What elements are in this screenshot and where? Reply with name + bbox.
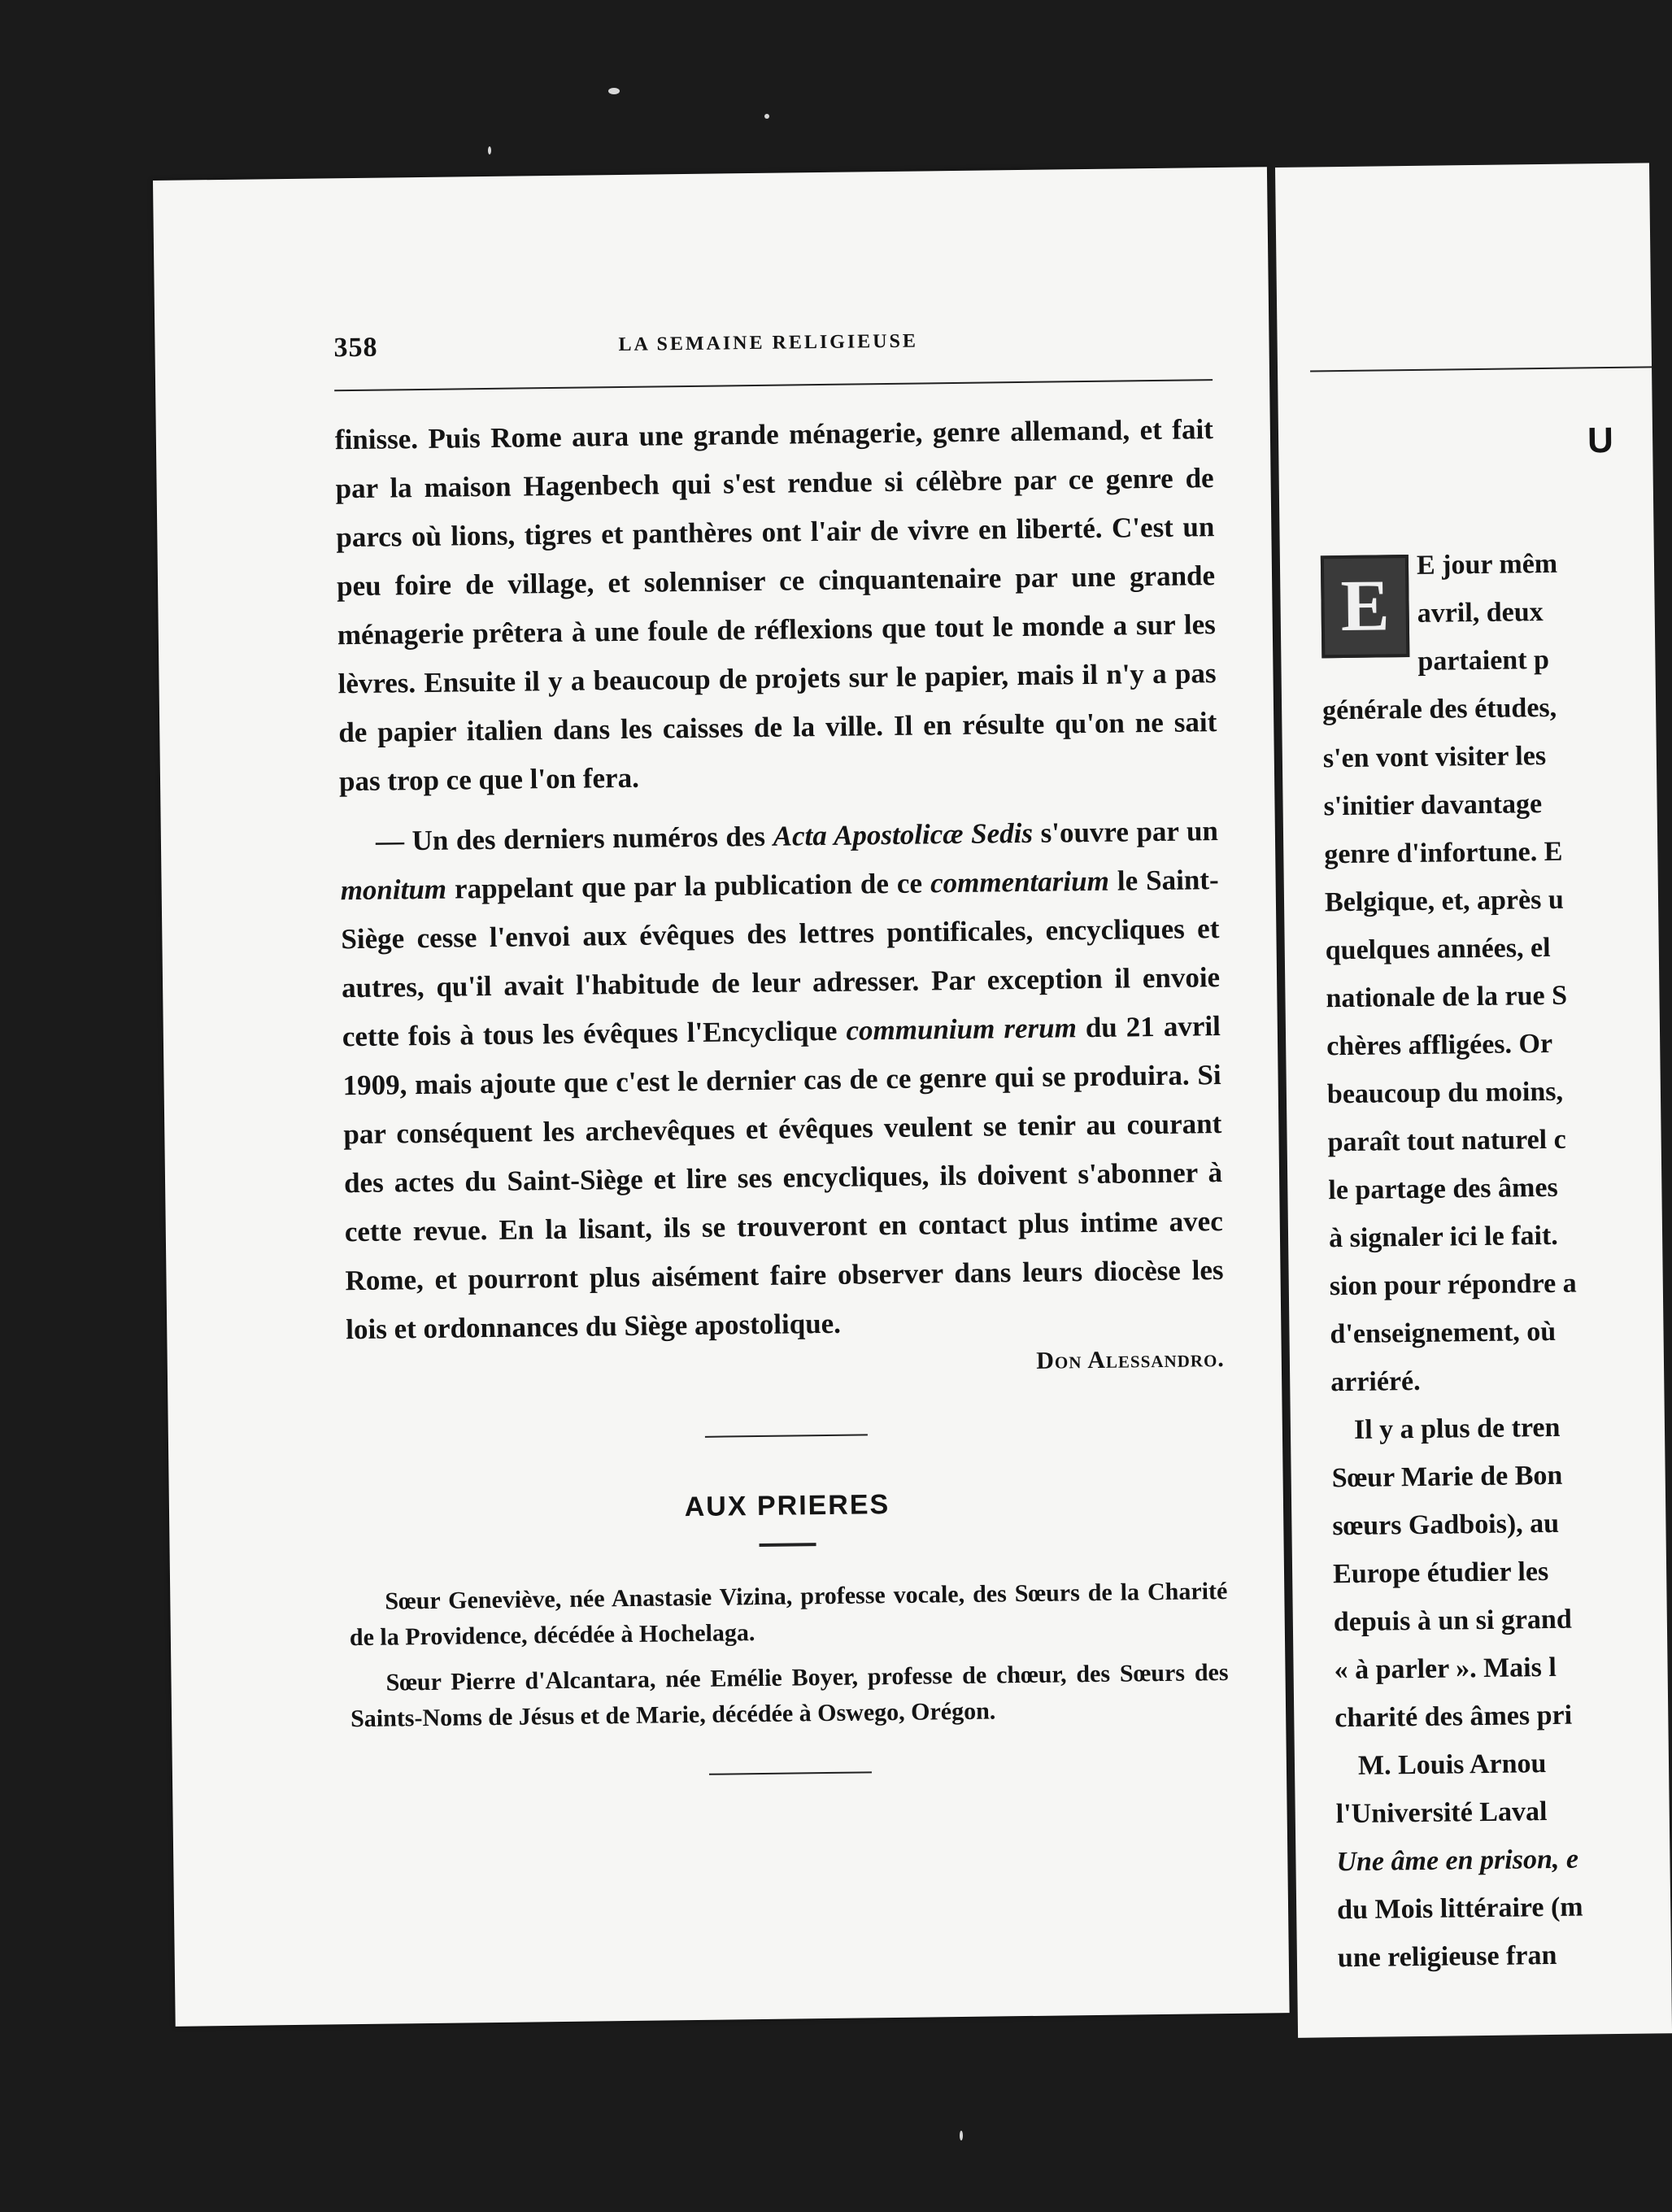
text-line: « à parler ». Mais l [1334, 1652, 1557, 1686]
page-header [333, 322, 1213, 373]
dust-speck [608, 88, 620, 94]
text-line: du Mois littéraire (m [1336, 1892, 1583, 1926]
text-line: E jour mêm [1416, 548, 1558, 581]
text-line: arriéré. [1330, 1365, 1421, 1398]
dust-speck [960, 2131, 963, 2140]
title-underline [760, 1543, 816, 1547]
text-line: sœurs Gadbois), au [1332, 1508, 1560, 1542]
text-line: beaucoup du moins, [1326, 1076, 1564, 1110]
text-line: nationale de la rue S [1326, 980, 1568, 1014]
text-line: Belgique, et, après u [1324, 884, 1564, 918]
text-line: Il y a plus de tren [1353, 1412, 1561, 1445]
italic-term: commentarium [930, 864, 1110, 899]
prayer-entry: Sœur Geneviève, née Anastasie Vizina, professe vocale, des Sœurs de la Charité de la Providence, décédée à Hochelaga. [349, 1577, 1228, 1652]
header-rule [334, 379, 1213, 391]
text-line: générale des études, [1321, 692, 1557, 726]
text-line: chères affligées. Or [1326, 1028, 1553, 1062]
text-line: partaient p [1417, 644, 1550, 677]
prayer-entry: Sœur Pierre d'Alcantara, née Emélie Boyer, professe de chœur, des Sœurs des Saints-Noms de Jésus et de Marie, décédée à Oswego, Orégon. [350, 1658, 1229, 1733]
text-line: d'enseignement, où [1330, 1316, 1557, 1350]
article-body [335, 405, 1225, 1354]
right-page [1275, 163, 1672, 2037]
page-number: 358 [333, 332, 378, 364]
text-line: genre d'infortune. E [1324, 836, 1563, 870]
text-run: le Saint-Siège cesse l'envoi aux évêques des lettres pontificales, encycliques et autres, qu'il avait l'habitude de leur adresser. Par exception il envoie cette fois à tous les évêques l'Encyclique [341, 864, 1221, 1053]
paragraph-2 [340, 807, 1225, 1354]
prayer-list [349, 1574, 1229, 1737]
text-run: — Un des derniers numéros des [375, 820, 773, 857]
text-line: Une âme en prison, e [1336, 1844, 1579, 1878]
text-line: s'en vont visiter les [1322, 740, 1547, 774]
dust-speck [764, 114, 769, 119]
section-title: AUX PRIERES [684, 1489, 890, 1523]
text-run: s'ouvre par un [1032, 815, 1219, 849]
text-line: Sœur Marie de Bon [1331, 1460, 1563, 1494]
text-run: rappelant que par la publication de ce [446, 867, 931, 905]
italic-term: monitum [340, 873, 447, 907]
running-head: LA SEMAINE RELIGIEUSE [618, 330, 919, 356]
italic-term: Acta Apostolicæ Sedis [773, 816, 1034, 852]
text-line: depuis à un si grand [1333, 1604, 1572, 1638]
text-line: une religieuse fran [1337, 1940, 1557, 1974]
text-line: avril, deux [1417, 597, 1544, 629]
text-line: M. Louis Arnou [1357, 1748, 1547, 1781]
author-signature: Don Alessandro. [1036, 1345, 1225, 1374]
right-column-text [1321, 540, 1585, 1983]
article-heading: U [1587, 420, 1614, 461]
text-line: le partage des âmes [1328, 1172, 1558, 1206]
text-run: du 21 avril 1909, mais ajoute que c'est le dernier cas de ce genre qui se produira. Si par conséquent les archevêques et évêques veulent se tenir au courant des actes du Saint-Siège et lire ses encycliques, ils doivent s'abonner à cette revue. En la lisant, ils se trouveront en contact plus intime avec Rome, et pourront plus aisément faire observer dans leurs diocèse les lois et ordonnances du Siège apostolique. [342, 1010, 1224, 1346]
text-line: s'initier davantage [1323, 789, 1543, 822]
text-line: Europe étudier les [1332, 1557, 1549, 1590]
decorative-initial: E [1321, 555, 1410, 658]
text-line: à signaler ici le fait. [1328, 1220, 1559, 1254]
text-line: sion pour répondre a [1329, 1268, 1577, 1302]
left-page [153, 167, 1290, 2027]
end-divider [709, 1771, 872, 1774]
dust-speck [488, 146, 491, 155]
text-line: charité des âmes pri [1335, 1700, 1573, 1734]
italic-term: communium rerum [846, 1012, 1078, 1047]
header-rule [1310, 366, 1652, 372]
text-line: l'Université Laval [1335, 1796, 1548, 1830]
paragraph-1: finisse. Puis Rome aura une grande ménagerie, genre allemand, et fait par la maison Hagenbech qui s'est rendue si célèbre par ce genre de parcs où lions, tigres et panthères ont l'air de vivre en liberté. C'est un peu foire de village, et solenniser ce cinquantenaire par une grande ménagerie prêtera à une foule de réflexions que tout le monde a sur les lèvres. Ensuite il y a beaucoup de projets sur le papier, mais il n'y a pas de papier italien dans les caisses de la ville. Il en résulte qu'on ne sait pas trop ce que l'on fera. [334, 413, 1217, 798]
text-line: paraît tout naturel c [1327, 1124, 1566, 1158]
section-divider [705, 1434, 868, 1437]
text-line: quelques années, el [1325, 932, 1551, 966]
